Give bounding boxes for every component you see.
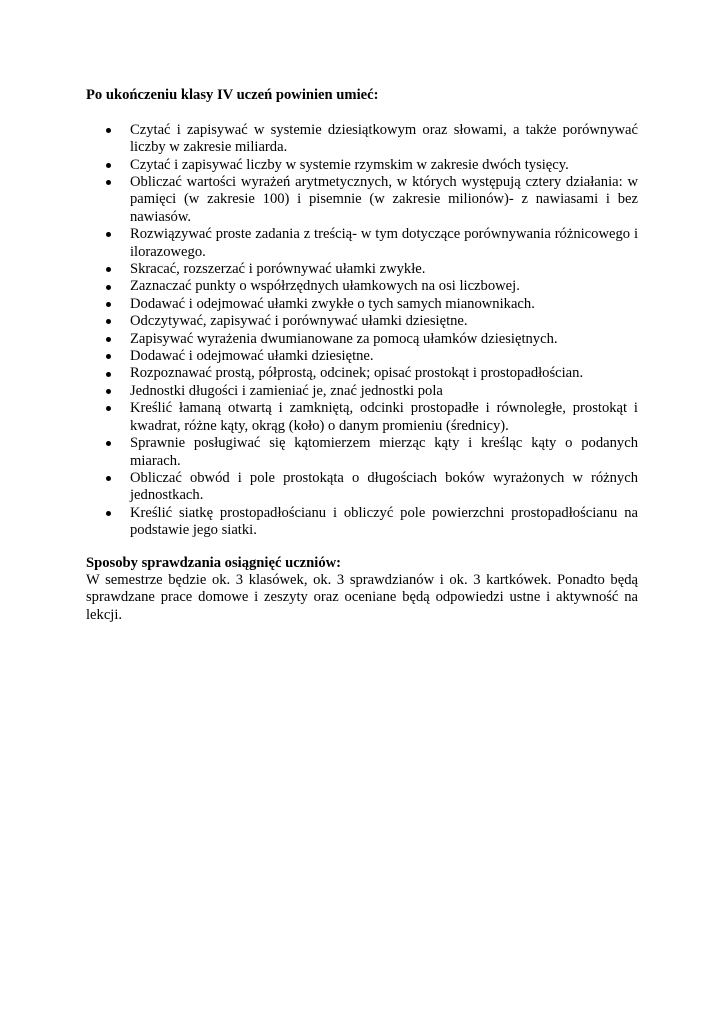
bullet-icon (106, 337, 111, 342)
list-item-text: Dodawać i odejmować ułamki zwykłe o tych samych mianownikach. (130, 295, 535, 312)
list-item (86, 174, 638, 226)
list-item (86, 122, 638, 157)
list-item-text: Zapisywać wyrażenia dwumianowane za pomocą ułamków dziesiętnych. (130, 330, 558, 347)
list-item (86, 348, 638, 365)
list-item (86, 313, 638, 330)
list-item-text: Rozpoznawać prostą, półprostą, odcinek; opisać prostokąt i prostopadłościan. (130, 365, 584, 382)
list-item (86, 226, 638, 261)
list-item (86, 365, 638, 382)
list-item-text: Dodawać i odejmować ułamki dziesiętne. (130, 348, 374, 365)
bullet-icon (106, 511, 111, 516)
bullet-icon (106, 372, 111, 377)
bullet-icon (106, 232, 111, 237)
list-item (86, 400, 638, 435)
bullet-icon (106, 406, 111, 411)
bullet-icon (106, 389, 111, 394)
list-item-text: Sprawnie posługiwać się kątomierzem mierząc kąty i kreśląc kąty o podanych miarach. (130, 435, 638, 469)
bullet-icon (106, 302, 111, 307)
bullet-icon (106, 441, 111, 446)
bullet-icon (106, 319, 111, 324)
list-item-text: Obliczać obwód i pole prostokąta o długościach boków wyrażonych w różnych jednostkach. (130, 469, 638, 504)
list-item-text: Czytać i zapisywać w systemie dziesiątkowym oraz słowami, a także porównywać liczby w zakresie miliarda. (130, 121, 638, 156)
list-item-text: Skracać, rozszerzać i porównywać ułamki zwykłe. (130, 261, 426, 278)
list-item (86, 157, 638, 174)
list-item (86, 278, 638, 295)
bullet-icon (106, 180, 111, 185)
list-item (86, 435, 638, 470)
list-item (86, 505, 638, 540)
list-item-text: Kreślić siatkę prostopadłościanu i obliczyć pole powierzchni prostopadłościanu na podstawie jego siatki. (130, 504, 638, 539)
list-item-text: Czytać i zapisywać liczby w systemie rzymskim w zakresie dwóch tysięcy. (130, 156, 569, 173)
assessment-heading: Sposoby sprawdzania osiągnięć uczniów: (86, 554, 342, 571)
list-item (86, 261, 638, 278)
list-item (86, 296, 638, 313)
list-item (86, 470, 638, 505)
list-item-text: Obliczać wartości wyrażeń arytmetycznych, w których występują cztery działania: w pamięci (w zakresie 100) i pisemnie (w zakresie milionów)- z nawiasami i bez nawiasów. (130, 174, 638, 225)
bullet-icon (106, 163, 111, 168)
bullet-icon (106, 128, 111, 133)
list-item-text: Zaznaczać punkty o współrzędnych ułamkowych na osi liczbowej. (130, 278, 520, 295)
list-item-text: Odczytywać, zapisywać i porównywać ułamki dziesiętne. (130, 313, 468, 330)
list-item-text: Jednostki długości i zamieniać je, znać jednostki pola (130, 382, 443, 399)
skills-list (86, 122, 638, 540)
list-item-text: Rozwiązywać proste zadania z treścią- w tym dotyczące porównywania różnicowego i ilorazowego. (130, 226, 638, 260)
document-body (86, 87, 638, 624)
list-item (86, 331, 638, 348)
skills-heading: Po ukończeniu klasy IV uczeń powinien umieć: (86, 87, 379, 103)
list-item-text: Kreślić łamaną otwartą i zamkniętą, odcinki prostopadłe i równoległe, prostokąt i kwadrat, różne kąty, okrąg (koło) o danym promieniu (średnicy). (130, 400, 638, 434)
bullet-icon (106, 285, 111, 290)
bullet-icon (106, 476, 111, 481)
bullet-icon (106, 354, 111, 359)
list-item (86, 383, 638, 400)
bullet-icon (106, 267, 111, 272)
assessment-paragraph: W semestrze będzie ok. 3 klasówek, ok. 3 sprawdzianów i ok. 3 kartkówek. Ponadto będą sprawdzane prace domowe i zeszyty oraz oceniane będą odpowiedzi ustne i aktywność na lekcji. (86, 571, 638, 623)
